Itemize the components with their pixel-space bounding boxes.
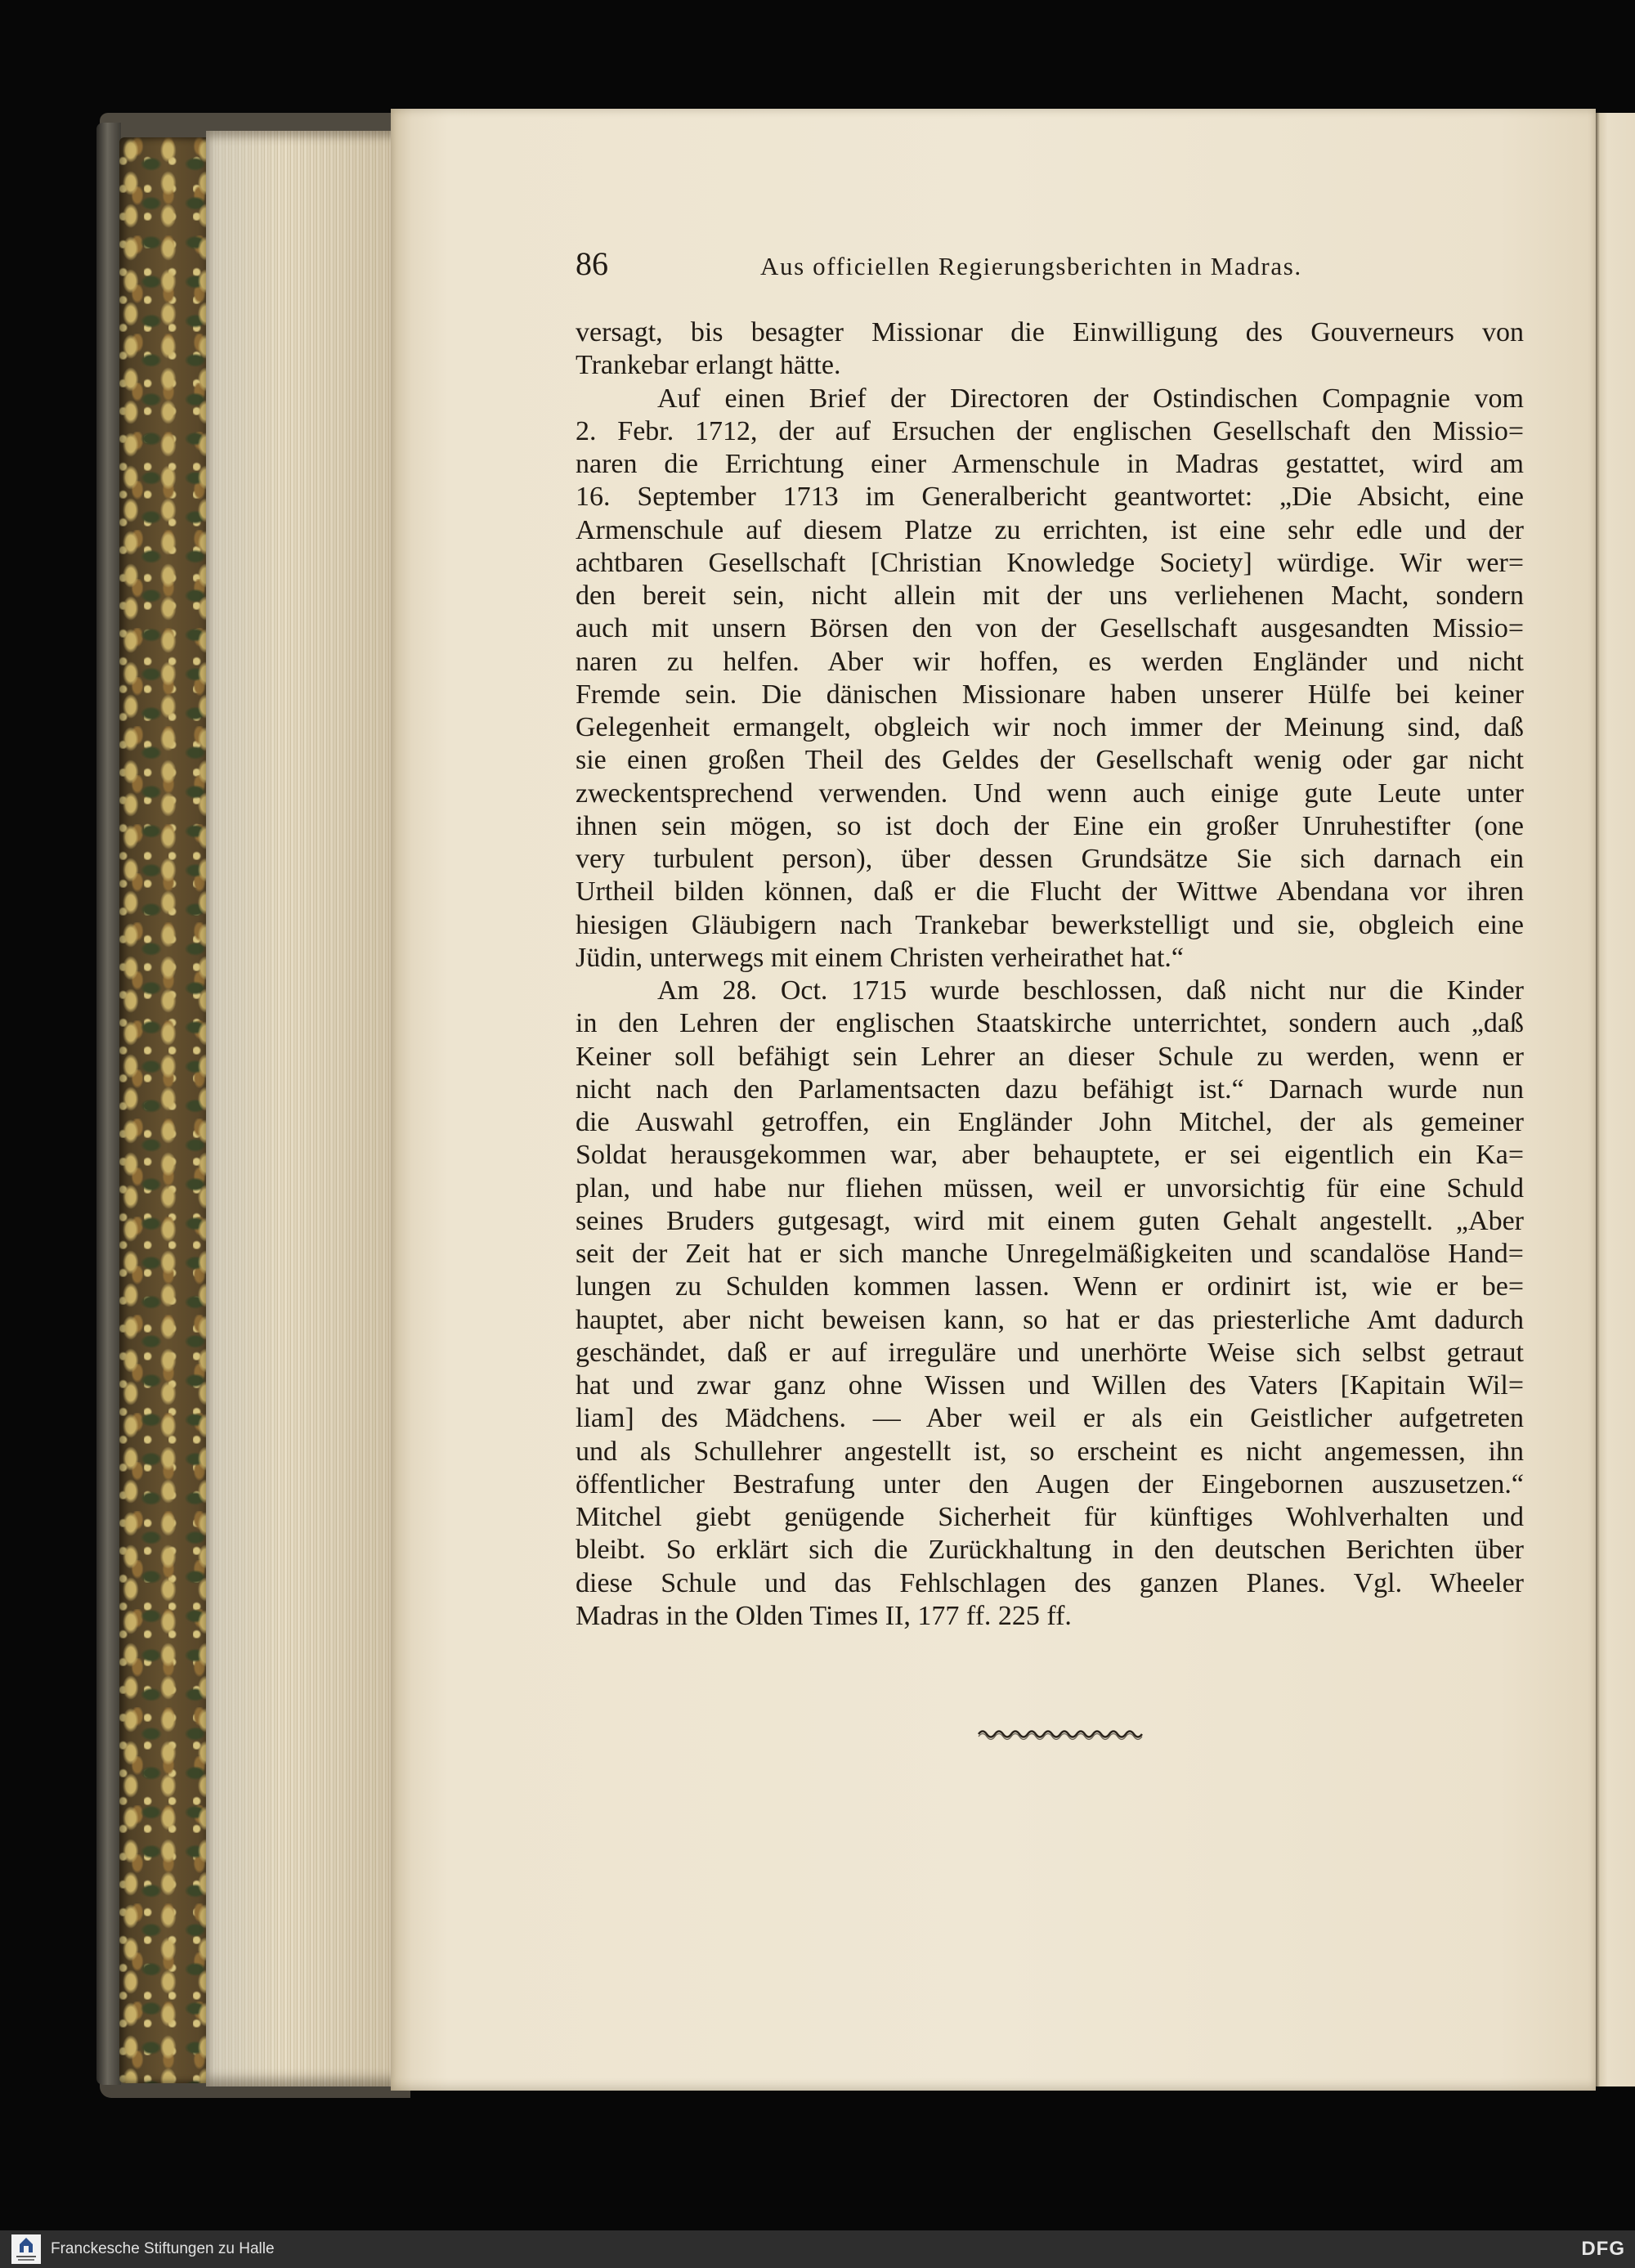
text-line: und als Schullehrer angestellt ist, so erscheint es nicht angemessen, ihn [576, 1436, 1524, 1467]
text-line: zweckentsprechend verwenden. Und wenn auch einige gute Leute unter [576, 778, 1524, 809]
footer-bar [0, 2230, 1635, 2268]
text-line: 16. September 1713 im Generalbericht geantwortet: „Die Absicht, eine [576, 482, 1524, 513]
text-line: geschändet, daß er auf irreguläre und unerhörte Weise sich selbst getraut [576, 1337, 1524, 1368]
facing-page-edge [1596, 113, 1635, 2086]
text-line: ihnen sein mögen, so ist doch der Eine ein großer Unruhestifter (one [576, 810, 1524, 841]
text-line: lungen zu Schulden kommen lassen. Wenn er ordinirt ist, wie er be= [576, 1271, 1524, 1302]
text-line: Urtheil bilden können, daß er die Flucht der Wittwe Abendana vor ihren [576, 876, 1524, 908]
text-line: versagt, bis besagter Missionar die Einwilligung des Gouverneurs von [576, 317, 1524, 347]
text-line: diese Schule und das Fehlschlagen des ganzen Planes. Vgl. Wheeler [576, 1567, 1524, 1598]
book-spine-edge [96, 123, 121, 2085]
text-line: nicht nach den Parlamentsacten dazu befähigt ist.“ Darnach wurde nun [576, 1073, 1524, 1105]
text-line: liam] des Mädchens. — Aber weil er als ein Geistlicher aufgetreten [576, 1403, 1524, 1434]
text-line: Fremde sein. Die dänischen Missionare haben unserer Hülfe bei keiner [576, 679, 1524, 710]
marbled-page-edge [119, 137, 213, 2083]
page-number: 86 [576, 245, 608, 282]
footer-institution: Franckesche Stiftungen zu Halle [51, 2240, 275, 2257]
paragraph [576, 316, 1524, 383]
body-text [576, 316, 1524, 1633]
franckesche-logo-icon [11, 2234, 41, 2264]
text-line: die Auswahl getroffen, ein Engländer John Mitchel, der als gemeiner [576, 1107, 1524, 1137]
text-line: Am 28. Oct. 1715 wurde beschlossen, daß nicht nur die Kinder [657, 975, 1524, 1006]
text-line: Jüdin, unterwegs mit einem Christen verheirathet hat.“ [576, 942, 1185, 973]
paragraph [576, 383, 1524, 975]
text-line: sie einen großen Theil des Geldes der Gesellschaft wenig oder gar nicht [576, 745, 1524, 776]
text-line: Mitchel giebt genügende Sicherheit für künftiges Wohlverhalten und [576, 1502, 1524, 1532]
text-line: Armenschule auf diesem Platze zu errichten, ist eine sehr edle und der [576, 514, 1524, 545]
text-line: hat und zwar ganz ohne Wissen und Willen des Vaters [Kapitain Wil= [576, 1370, 1524, 1401]
text-line: plan, und habe nur fliehen müssen, weil er unvorsichtig für eine Schuld [576, 1172, 1524, 1203]
ornamental-rule [977, 1725, 1145, 1743]
text-line: seines Bruders gutgesagt, wird mit einem guten Gehalt angestellt. „Aber [576, 1205, 1524, 1236]
text-line: Keiner soll befähigt sein Lehrer an dieser Schule zu werden, wenn er [576, 1041, 1524, 1072]
text-line: öffentlicher Bestrafung unter den Augen der Eingebornen auszusetzen.“ [576, 1468, 1524, 1499]
text-line: naren zu helfen. Aber wir hoffen, es werden Engländer und nicht [576, 646, 1524, 677]
text-line: Madras in the Olden Times II, 177 ff. 225 ff. [576, 1600, 1072, 1631]
text-line: den bereit sein, nicht allein mit der uns verliehenen Macht, sondern [576, 580, 1524, 611]
running-head: Aus officiellen Regierungsberichten in Madras. [760, 252, 1302, 280]
text-line: Gelegenheit ermangelt, obgleich wir noch immer der Meinung sind, daß [576, 712, 1524, 742]
text-line: Trankebar erlangt hätte. [576, 350, 841, 381]
text-line: very turbulent person), über dessen Grundsätze Sie sich darnach ein [576, 844, 1524, 874]
text-line: auch mit unsern Börsen den von der Gesellschaft ausgesandten Missio= [576, 613, 1524, 644]
text-line: bleibt. So erklärt sich die Zurückhaltung in den deutschen Berichten über [576, 1535, 1524, 1566]
paragraph [576, 975, 1524, 1633]
text-line: Soldat herausgekommen war, aber behauptete, er sei eigentlich ein Ka= [576, 1140, 1524, 1171]
footer-funder-logo: DFG [1581, 2238, 1625, 2260]
text-line: in den Lehren der englischen Staatskirche unterrichtet, sondern auch „daß [576, 1008, 1524, 1039]
text-line: 2. Febr. 1712, der auf Ersuchen der englischen Gesellschaft den Missio= [576, 415, 1524, 446]
text-line: hauptet, aber nicht beweisen kann, so hat er das priesterliche Amt dadurch [576, 1304, 1524, 1335]
text-line: naren die Errichtung einer Armenschule in Madras gestattet, wird am [576, 449, 1524, 479]
text-line: Auf einen Brief der Directoren der Ostindischen Compagnie vom [657, 383, 1524, 414]
text-line: seit der Zeit hat er sich manche Unregelmäßigkeiten und scandalöse Hand= [576, 1239, 1524, 1269]
text-line: hiesigen Gläubigern nach Trankebar bewerkstelligt und sie, obgleich eine [576, 909, 1524, 940]
text-line: achtbaren Gesellschaft [Christian Knowledge Society] würdige. Wir wer= [576, 547, 1524, 578]
page-stack [206, 131, 399, 2086]
